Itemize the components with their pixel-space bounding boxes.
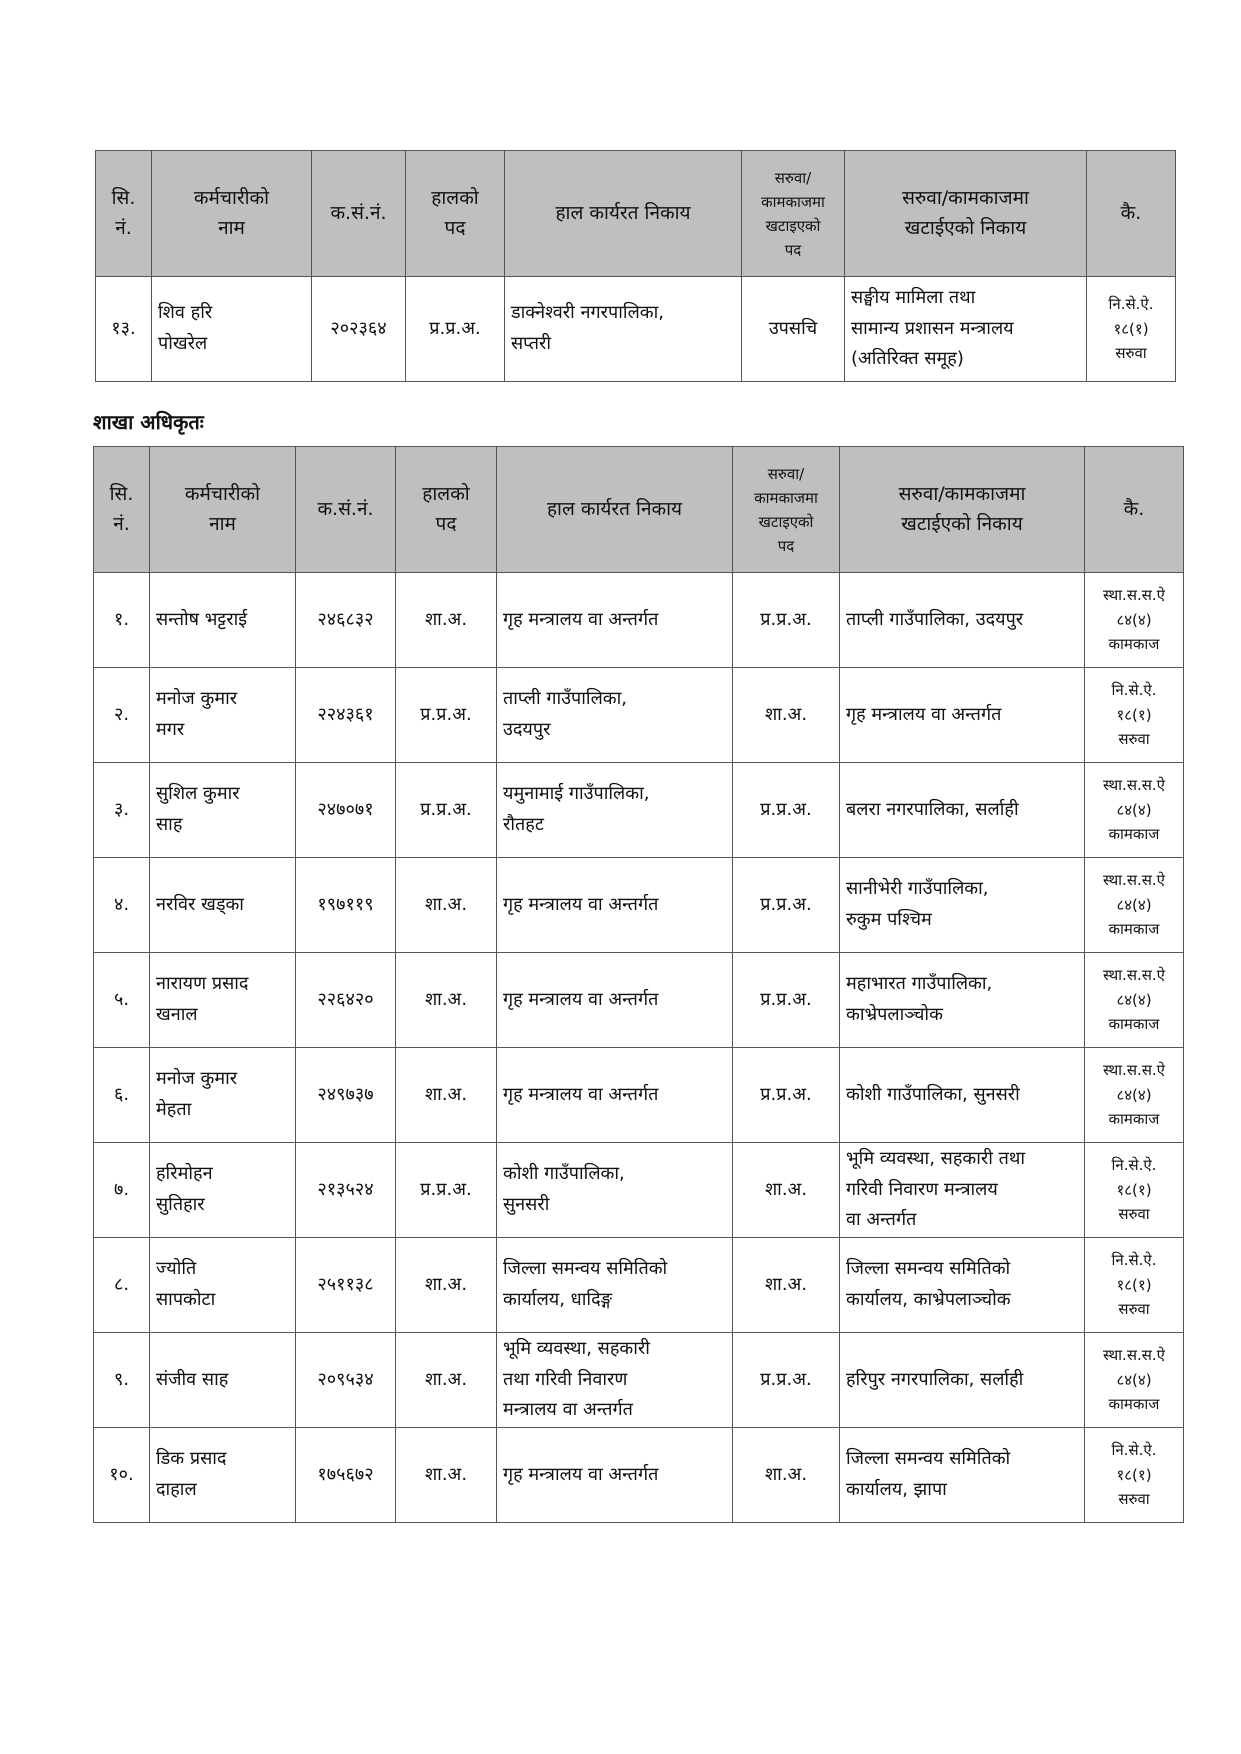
cell-deputed-office <box>840 953 1085 1048</box>
cell-employee-name-line: खनाल <box>156 1004 198 1025</box>
cell-deputed-post: प्र.प्र.अ. <box>733 573 840 668</box>
cell-deputed-post: शा.अ. <box>733 1143 840 1238</box>
cell-serial-number: ४. <box>94 858 150 953</box>
cell-current-office <box>497 1048 733 1143</box>
cell-ksn: २२६४२० <box>296 953 396 1048</box>
cell-ksn: २४९७३७ <box>296 1048 396 1143</box>
cell-deputed-office-line: सानीभेरी गाउँपालिका, <box>846 878 989 900</box>
cell-remarks-line: ८४(४) <box>1116 800 1152 819</box>
header-current-post: हालको पद <box>406 151 505 277</box>
table-row <box>94 1238 1184 1333</box>
table-header-row <box>94 447 1184 573</box>
cell-current-office-line: ताप्ली गाउँपालिका, <box>503 688 627 710</box>
table-row <box>94 858 1184 953</box>
cell-current-office-line: उदयपुर <box>503 719 551 740</box>
cell-employee-name <box>150 953 296 1048</box>
cell-employee-name-line: मेहता <box>156 1099 192 1120</box>
cell-current-office <box>497 1238 733 1333</box>
cell-ksn: २०९५३४ <box>296 1333 396 1428</box>
table-row <box>94 953 1184 1048</box>
cell-deputed-office-line: महाभारत गाउँपालिका, <box>846 973 993 995</box>
table-row <box>96 277 1176 382</box>
cell-deputed-post: उपसचि <box>742 277 845 382</box>
cell-current-office-line: भूमि व्यवस्था, सहकारी <box>503 1338 650 1360</box>
cell-current-office <box>497 763 733 858</box>
cell-current-office <box>497 1333 733 1428</box>
cell-remarks-line: कामकाज <box>1108 1110 1160 1129</box>
table-row <box>94 1428 1184 1523</box>
cell-current-office <box>497 1143 733 1238</box>
cell-serial-number: ९. <box>94 1333 150 1428</box>
cell-remarks-line: स्था.स.स.ऐ <box>1103 1060 1165 1079</box>
cell-employee-name-line: संजीव साह <box>156 1368 229 1390</box>
header-serial-number: सि. नं. <box>96 151 152 277</box>
cell-current-office-line: जिल्ला समन्वय समितिको <box>503 1258 668 1280</box>
cell-current-office <box>497 953 733 1048</box>
cell-employee-name-line: साह <box>156 814 183 835</box>
cell-current-post: प्र.प्र.अ. <box>396 763 497 858</box>
cell-employee-name-line: सन्तोष भट्टराई <box>156 608 248 630</box>
cell-ksn: २४७०७१ <box>296 763 396 858</box>
cell-remarks-line: १८(१) <box>1116 705 1152 724</box>
cell-remarks <box>1085 1143 1184 1238</box>
cell-employee-name <box>150 1143 296 1238</box>
cell-current-office-line: रौतहट <box>503 814 544 835</box>
cell-remarks-line: १८(१) <box>1116 1180 1152 1199</box>
table-row <box>94 1143 1184 1238</box>
cell-remarks <box>1085 1048 1184 1143</box>
cell-employee-name-line: सुशिल कुमार <box>156 783 240 805</box>
cell-remarks-line: कामकाज <box>1108 920 1160 939</box>
header-deputed-office: सरुवा/कामकाजमा खटाईएको निकाय <box>840 447 1085 573</box>
cell-employee-name-line: हरिमोहन <box>156 1163 213 1185</box>
table-row <box>94 763 1184 858</box>
cell-employee-name <box>150 573 296 668</box>
cell-current-post: शा.अ. <box>396 1333 497 1428</box>
cell-remarks-line: स्था.स.स.ऐ <box>1103 965 1165 984</box>
cell-deputed-office <box>840 1143 1085 1238</box>
cell-deputed-office-line: जिल्ला समन्वय समितिको <box>846 1258 1011 1280</box>
cell-current-office-line: यमुनामाई गाउँपालिका, <box>503 783 650 805</box>
cell-remarks-line: ८४(४) <box>1116 990 1152 1009</box>
cell-current-office <box>497 858 733 953</box>
cell-serial-number: १३. <box>96 277 152 382</box>
cell-ksn: १९७११९ <box>296 858 396 953</box>
header-serial-number: सि. नं. <box>94 447 150 573</box>
cell-current-office-line: गृह मन्त्रालय वा अन्तर्गत <box>503 608 659 630</box>
cell-current-office-line: कोशी गाउँपालिका, <box>503 1163 625 1185</box>
cell-deputed-office-line: गरिवी निवारण मन्त्रालय <box>846 1178 998 1200</box>
header-current-office: हाल कार्यरत निकाय <box>497 447 733 573</box>
cell-deputed-office-line: काभ्रेपलाञ्चोक <box>846 1004 943 1025</box>
cell-deputed-office <box>840 858 1085 953</box>
cell-remarks <box>1085 1238 1184 1333</box>
cell-current-office-line: तथा गरिवी निवारण <box>503 1368 628 1390</box>
header-deputed-post: सरुवा/ कामकाजमा खटाइएको पद <box>742 151 845 277</box>
cell-ksn: १७५६७२ <box>296 1428 396 1523</box>
cell-current-post: प्र.प्र.अ. <box>396 1143 497 1238</box>
cell-deputed-office-line: ताप्ली गाउँपालिका, उदयपुर <box>846 608 1024 630</box>
cell-deputed-post: प्र.प्र.अ. <box>733 1048 840 1143</box>
cell-deputed-office-line: कार्यालय, काभ्रेपलाञ्चोक <box>846 1289 1011 1310</box>
cell-remarks-line: नि.से.ऐ. <box>1108 294 1154 313</box>
header-current-office: हाल कार्यरत निकाय <box>505 151 742 277</box>
cell-remarks-line: स्था.स.स.ऐ <box>1103 1345 1165 1364</box>
cell-deputed-post: प्र.प्र.अ. <box>733 858 840 953</box>
cell-deputed-office-line: गृह मन्त्रालय वा अन्तर्गत <box>846 703 1002 725</box>
cell-employee-name-line: ज्योति <box>156 1258 197 1280</box>
cell-deputed-office <box>840 1428 1085 1523</box>
header-deputed-office: सरुवा/कामकाजमा खटाईएको निकाय <box>845 151 1087 277</box>
header-current-post: हालको पद <box>396 447 497 573</box>
cell-current-office-line: गृह मन्त्रालय वा अन्तर्गत <box>503 988 659 1010</box>
cell-current-office-line: गृह मन्त्रालय वा अन्तर्गत <box>503 1083 659 1105</box>
cell-current-office-line: डाक्नेश्वरी नगरपालिका, <box>511 302 664 324</box>
cell-current-office <box>497 668 733 763</box>
cell-ksn: २४६८३२ <box>296 573 396 668</box>
cell-serial-number: १०. <box>94 1428 150 1523</box>
cell-serial-number: ३. <box>94 763 150 858</box>
cell-ksn: २१३५२४ <box>296 1143 396 1238</box>
cell-current-post: शा.अ. <box>396 1428 497 1523</box>
cell-deputed-office <box>840 1333 1085 1428</box>
cell-serial-number: ५. <box>94 953 150 1048</box>
cell-remarks-line: नि.से.ऐ. <box>1111 680 1157 699</box>
cell-employee-name-line: डिक प्रसाद <box>156 1448 227 1470</box>
section-officer-transfer-table <box>93 446 1184 1523</box>
cell-deputed-office-line: हरिपुर नगरपालिका, सर्लाही <box>846 1368 1024 1390</box>
cell-remarks <box>1085 668 1184 763</box>
cell-deputed-office <box>840 668 1085 763</box>
cell-remarks <box>1085 573 1184 668</box>
cell-deputed-office-line: कार्यालय, झापा <box>846 1479 947 1500</box>
cell-remarks <box>1085 763 1184 858</box>
cell-current-office <box>497 573 733 668</box>
table-row <box>94 573 1184 668</box>
cell-employee-name-line: मगर <box>156 719 185 740</box>
cell-remarks-line: स्था.स.स.ऐ <box>1103 585 1165 604</box>
cell-deputed-office-line: (अतिरिक्त समूह) <box>851 348 964 370</box>
cell-remarks-line: कामकाज <box>1108 1395 1160 1414</box>
cell-current-post: शा.अ. <box>396 573 497 668</box>
cell-remarks-line: नि.से.ऐ. <box>1111 1250 1157 1269</box>
cell-ksn: २५११३८ <box>296 1238 396 1333</box>
cell-current-office-line: सुनसरी <box>503 1194 550 1215</box>
cell-deputed-office <box>840 1048 1085 1143</box>
cell-remarks-line: ८४(४) <box>1116 610 1152 629</box>
cell-deputed-post: शा.अ. <box>733 1428 840 1523</box>
cell-serial-number: १. <box>94 573 150 668</box>
cell-remarks-line: सरुवा <box>1118 1490 1150 1509</box>
cell-deputed-post: प्र.प्र.अ. <box>733 1333 840 1428</box>
cell-current-office-line: मन्त्रालय वा अन्तर्गत <box>503 1399 633 1421</box>
cell-remarks <box>1085 1428 1184 1523</box>
cell-serial-number: ८. <box>94 1238 150 1333</box>
cell-employee-name <box>150 858 296 953</box>
cell-current-post: शा.अ. <box>396 1048 497 1143</box>
cell-employee-name <box>150 1048 296 1143</box>
cell-current-office-line: कार्यालय, धादिङ्ग <box>503 1289 613 1310</box>
cell-current-post: शा.अ. <box>396 1238 497 1333</box>
cell-employee-name <box>150 1428 296 1523</box>
cell-remarks <box>1087 277 1176 382</box>
cell-employee-name-line: नारायण प्रसाद <box>156 973 249 995</box>
cell-employee-name-line: मनोज कुमार <box>156 688 238 710</box>
cell-remarks-line: ८४(४) <box>1116 1085 1152 1104</box>
cell-employee-name-line: सुतिहार <box>156 1194 205 1215</box>
cell-current-office-line: गृह मन्त्रालय वा अन्तर्गत <box>503 1463 659 1485</box>
transfer-table-continued <box>95 150 1176 382</box>
cell-remarks-line: कामकाज <box>1108 1015 1160 1034</box>
cell-employee-name-line: सापकोटा <box>156 1289 216 1310</box>
cell-deputed-post: शा.अ. <box>733 668 840 763</box>
cell-deputed-post: प्र.प्र.अ. <box>733 763 840 858</box>
cell-employee-name <box>150 1333 296 1428</box>
cell-remarks-line: ८४(४) <box>1116 895 1152 914</box>
cell-employee-name <box>152 277 312 382</box>
cell-current-post: शा.अ. <box>396 953 497 1048</box>
cell-remarks-line: १८(१) <box>1116 1275 1152 1294</box>
cell-deputed-office-line: भूमि व्यवस्था, सहकारी तथा <box>846 1148 1026 1170</box>
cell-current-office <box>497 1428 733 1523</box>
cell-current-office-line: सप्तरी <box>511 333 551 354</box>
cell-remarks-line: सरुवा <box>1118 1300 1150 1319</box>
cell-deputed-office <box>840 573 1085 668</box>
cell-serial-number: ६. <box>94 1048 150 1143</box>
cell-employee-name <box>150 1238 296 1333</box>
cell-deputed-post: शा.अ. <box>733 1238 840 1333</box>
table-row <box>94 668 1184 763</box>
cell-serial-number: २. <box>94 668 150 763</box>
cell-employee-name-line: नरविर खड्का <box>156 893 244 915</box>
header-remarks: कै. <box>1087 151 1176 277</box>
cell-remarks-line: स्था.स.स.ऐ <box>1103 870 1165 889</box>
cell-remarks <box>1085 858 1184 953</box>
cell-remarks-line: सरुवा <box>1118 730 1150 749</box>
cell-employee-name-line: मनोज कुमार <box>156 1068 238 1090</box>
cell-remarks-line: नि.से.ऐ. <box>1111 1440 1157 1459</box>
cell-deputed-office <box>840 1238 1085 1333</box>
cell-deputed-office <box>840 763 1085 858</box>
cell-current-post: प्र.प्र.अ. <box>406 277 505 382</box>
section-title-section-officer: शाखा अधिकृतः <box>93 410 204 434</box>
cell-deputed-office-line: वा अन्तर्गत <box>846 1209 917 1231</box>
cell-deputed-post: प्र.प्र.अ. <box>733 953 840 1048</box>
header-ksn: क.सं.नं. <box>312 151 406 277</box>
cell-remarks-line: स्था.स.स.ऐ <box>1103 775 1165 794</box>
table-row <box>94 1048 1184 1143</box>
cell-remarks-line: कामकाज <box>1108 635 1160 654</box>
table-header-row <box>96 151 1176 277</box>
cell-deputed-office-line: रुकुम पश्चिम <box>846 909 932 930</box>
cell-deputed-office-line: कोशी गाउँपालिका, सुनसरी <box>846 1083 1020 1105</box>
cell-employee-name <box>150 763 296 858</box>
header-remarks: कै. <box>1085 447 1184 573</box>
cell-employee-name-line: पोखरेल <box>158 333 208 354</box>
cell-employee-name-line: शिव हरि <box>158 302 213 324</box>
cell-remarks <box>1085 1333 1184 1428</box>
header-employee-name: कर्मचारीको नाम <box>152 151 312 277</box>
cell-employee-name <box>150 668 296 763</box>
cell-serial-number: ७. <box>94 1143 150 1238</box>
cell-remarks-line: सरुवा <box>1118 1205 1150 1224</box>
cell-deputed-office-line: बलरा नगरपालिका, सर्लाही <box>846 798 1019 820</box>
cell-ksn: २०२३६४ <box>312 277 406 382</box>
cell-current-office-line: गृह मन्त्रालय वा अन्तर्गत <box>503 893 659 915</box>
cell-remarks-line: कामकाज <box>1108 825 1160 844</box>
cell-deputed-office-line: जिल्ला समन्वय समितिको <box>846 1448 1011 1470</box>
header-ksn: क.सं.नं. <box>296 447 396 573</box>
cell-remarks-line: ८४(४) <box>1116 1370 1152 1389</box>
cell-deputed-office-line: सङ्घीय मामिला तथा <box>851 287 976 309</box>
cell-current-office <box>505 277 742 382</box>
header-employee-name: कर्मचारीको नाम <box>150 447 296 573</box>
cell-remarks-line: सरुवा <box>1115 344 1147 363</box>
table-row <box>94 1333 1184 1428</box>
cell-remarks <box>1085 953 1184 1048</box>
cell-deputed-office <box>845 277 1087 382</box>
cell-current-post: शा.अ. <box>396 858 497 953</box>
cell-current-post: प्र.प्र.अ. <box>396 668 497 763</box>
cell-remarks-line: १८(१) <box>1113 319 1149 338</box>
cell-remarks-line: १८(१) <box>1116 1465 1152 1484</box>
cell-employee-name-line: दाहाल <box>156 1479 197 1500</box>
cell-ksn: २२४३६१ <box>296 668 396 763</box>
cell-deputed-office-line: सामान्य प्रशासन मन्त्रालय <box>851 317 1014 339</box>
header-deputed-post: सरुवा/ कामकाजमा खटाइएको पद <box>733 447 840 573</box>
cell-remarks-line: नि.से.ऐ. <box>1111 1155 1157 1174</box>
